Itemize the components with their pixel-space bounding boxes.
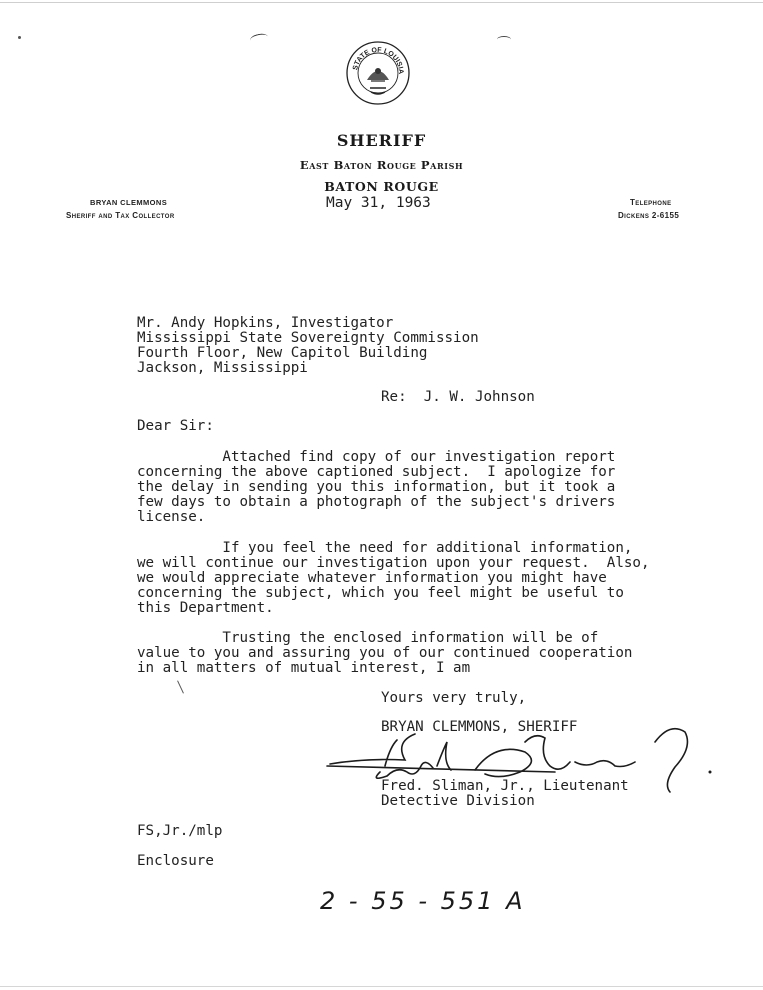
scan-edge-bottom [0,986,763,987]
enclosure-note: Enclosure [137,853,214,869]
salutation: Dear Sir: [137,418,214,434]
seal-text: STATE OF LOUISIA [352,46,405,75]
stray-mark [497,36,511,43]
stray-mark [177,680,184,693]
stray-mark [18,36,21,39]
state-seal [345,40,411,106]
svg-text:STATE OF LOUISIANA [345,40,404,74]
para1-line2: concerning the above captioned subject. I apologize for [137,464,616,480]
para1-line5: license. [137,509,206,525]
scan-edge-top [0,2,763,3]
handwritten-file-number: 2 - 55 - 551 A [320,887,526,915]
signer-line: Fred. Sliman, Jr., Lieutenant [381,778,629,794]
letterhead-city: BATON ROUGE [324,179,439,194]
para2-line1: If you feel the need for additional information, [137,540,633,556]
address-line-4: Jackson, Mississippi [137,360,308,376]
address-line-3: Fourth Floor, New Capitol Building [137,345,428,361]
sheriff-name: BRYAN CLEMMONS [90,198,168,207]
para3-line3: in all matters of mutual interest, I am [137,660,471,676]
typist-initials: FS,Jr./mlp [137,823,223,839]
address-line-2: Mississippi State Sovereignty Commission [137,330,479,346]
signer-division: Detective Division [381,793,535,809]
para2-line3: we would appreciate whatever information you might have [137,570,607,586]
letterhead-title: SHERIFF [336,131,427,150]
address-line-1: Mr. Andy Hopkins, Investigator [137,315,394,331]
reference-line: Re: J. W. Johnson [381,389,535,405]
para3-line2: value to you and assuring you of our continued cooperation [137,645,633,661]
para2-line2: we will continue our investigation upon your request. Also, [137,555,650,571]
telephone-number: Dickens 2-6155 [618,211,680,220]
para3-line1: Trusting the enclosed information will be of [137,630,599,646]
signature-org-line: BRYAN CLEMMONS, SHERIFF [381,719,578,735]
para1-line3: the delay in sending you this information, but it took a [137,479,616,495]
closing: Yours very truly, [381,690,527,706]
para2-line4: concerning the subject, which you feel might be useful to [137,585,624,601]
letterhead-parish: East Baton Rouge Parish [299,158,464,172]
stray-mark [249,32,268,45]
telephone-label: Telephone [630,198,672,207]
para1-line1: Attached find copy of our investigation report [137,449,616,465]
letter-date: May 31, 1963 [326,195,431,211]
sheriff-title: Sheriff and Tax Collector [66,211,175,220]
para1-line4: few days to obtain a photograph of the subject's drivers [137,494,616,510]
para2-line5: this Department. [137,600,274,616]
